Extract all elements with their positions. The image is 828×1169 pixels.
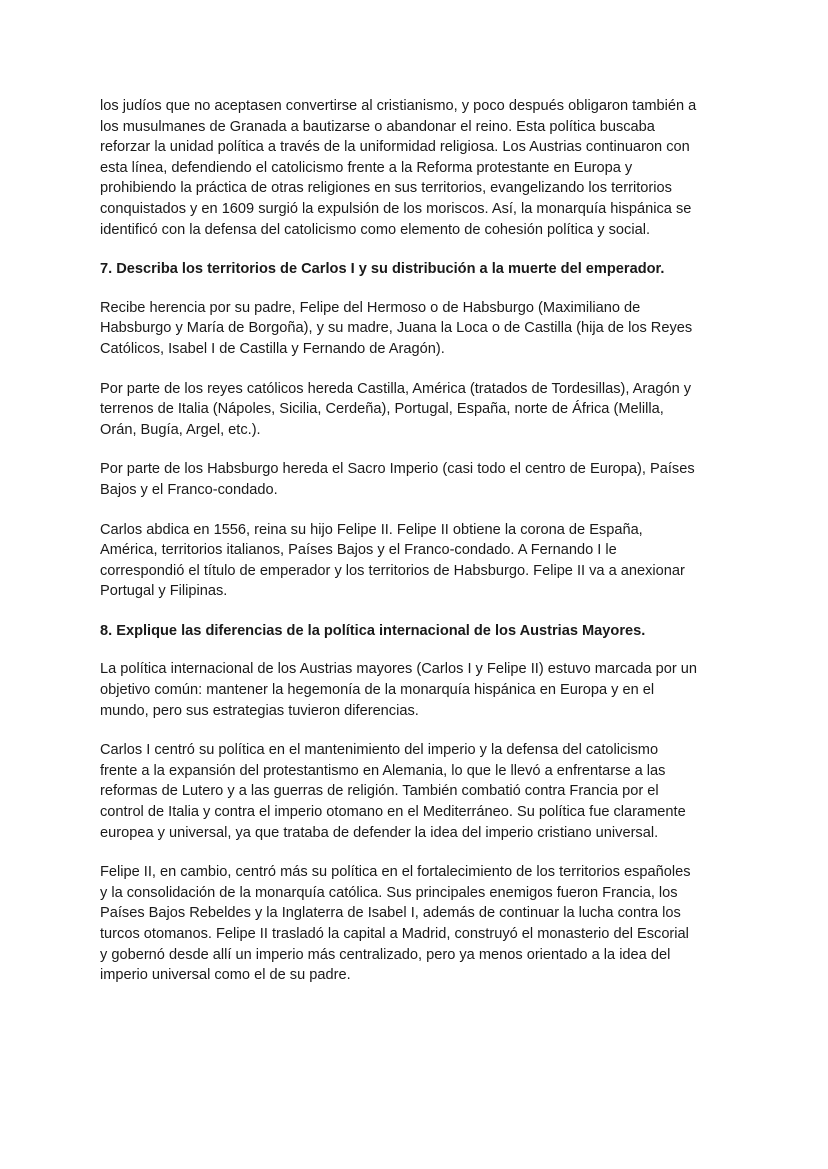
- text-line: Bajos y el Franco-condado.: [100, 481, 278, 498]
- question-7-paragraph-2: [100, 379, 740, 441]
- question-7-paragraph-4: [100, 520, 740, 602]
- text-line: reforzar la unidad política a través de la uniformidad religiosa. Los Austrias continuaron con: [100, 139, 690, 156]
- text-line: control de Italia y contra el imperio otomano en el Mediterráneo. Su política fue claramente: [100, 804, 686, 821]
- text-line: prohibiendo la práctica de otras religiones en sus territorios, evangelizando los territorios: [100, 180, 672, 197]
- text-line: Países Bajos Rebeldes y la Inglaterra de Isabel I, además de continuar la lucha contra los: [100, 905, 681, 922]
- text-line: objetivo común: mantener la hegemonía de la monarquía hispánica en Europa y en el: [100, 682, 655, 699]
- text-line: europea y universal, ya que trataba de defender la idea del imperio cristiano universal.: [100, 824, 659, 841]
- question-8-heading: 8. Explique las diferencias de la política internacional de los Austrias Mayores.: [100, 622, 646, 639]
- text-line: los musulmanes de Granada a bautizarse o abandonar el reino. Esta política buscaba: [100, 118, 655, 135]
- text-line: turcos otomanos. Felipe II trasladó la capital a Madrid, construyó el monasterio del Escorial: [100, 926, 689, 942]
- text-line: Por parte de los reyes católicos hereda Castilla, América (tratados de Tordesillas), Aragón y: [100, 380, 692, 397]
- text-line: terrenos de Italia (Nápoles, Sicilia, Cerdeña), Portugal, España, norte de África (Melilla,: [100, 401, 664, 418]
- question-8-paragraph-2: [100, 740, 740, 843]
- text-line: La política internacional de los Austrias mayores (Carlos I y Felipe II) estuvo marcada por un: [100, 661, 698, 678]
- text-line: y gobernó desde allí un imperio más centralizado, pero ya menos orientado a la idea del: [100, 946, 671, 963]
- question-8-paragraph-1: [100, 659, 740, 721]
- text-line: Orán, Bugía, Argel, etc.).: [100, 421, 261, 438]
- question-7-heading: 7. Describa los territorios de Carlos I y su distribución a la muerte del emperador.: [100, 261, 665, 278]
- text-line: frente a la expansión del protestantismo en Alemania, lo que le llevó a enfrentarse a las: [100, 762, 666, 779]
- text-line: y la consolidación de la monarquía católica. Sus principales enemigos fueron Francia, los: [100, 884, 678, 901]
- text-line: correspondió el título de emperador y los territorios de Habsburgo. Felipe II va a anexionar: [100, 562, 685, 579]
- text-line: Habsburgo y María de Borgoña), y su madre, Juana la Loca o de Castilla (hija de los Reyes: [100, 320, 693, 337]
- question-7-paragraph-1: [100, 298, 740, 360]
- text-line: Carlos I centró su política en el mantenimiento del imperio y la defensa del catolicismo: [100, 742, 659, 759]
- text-line: conquistados y en 1609 surgió la expulsión de los moriscos. Así, la monarquía hispánica se: [100, 200, 692, 217]
- text-line: Carlos abdica en 1556, reina su hijo Felipe II. Felipe II obtiene la corona de España,: [100, 521, 643, 538]
- text-line: Felipe II, en cambio, centró más su política en el fortalecimiento de los territorios españoles: [100, 864, 691, 881]
- question-8-paragraph-3: [100, 862, 740, 986]
- text-line: Católicos, Isabel I de Castilla y Fernando de Aragón).: [100, 340, 445, 357]
- question-7-paragraph-3: [100, 459, 740, 500]
- text-line: mundo, pero sus estrategias tuvieron diferencias.: [100, 702, 419, 719]
- text-line: esta línea, defendiendo el catolicismo frente a la Reforma protestante en Europa y: [100, 159, 633, 176]
- text-line: Por parte de los Habsburgo hereda el Sacro Imperio (casi todo el centro de Europa), Países: [100, 461, 695, 478]
- text-line: Portugal y Filipinas.: [100, 583, 228, 600]
- text-line: imperio universal como el de su padre.: [100, 967, 351, 984]
- document-page: [100, 96, 740, 1005]
- text-line: los judíos que no aceptasen convertirse al cristianismo, y poco después obligaron también a: [100, 98, 697, 114]
- text-line: identificó con la defensa del catolicismo como elemento de cohesión política y social.: [100, 221, 651, 238]
- text-line: América, territorios italianos, Países Bajos y el Franco-condado. A Fernando I le: [100, 542, 617, 559]
- text-line: reformas de Lutero y a las guerras de religión. También combatió contra Francia por el: [100, 783, 659, 800]
- intro-paragraph: [100, 96, 740, 240]
- text-line: Recibe herencia por su padre, Felipe del Hermoso o de Habsburgo (Maximiliano de: [100, 299, 641, 316]
